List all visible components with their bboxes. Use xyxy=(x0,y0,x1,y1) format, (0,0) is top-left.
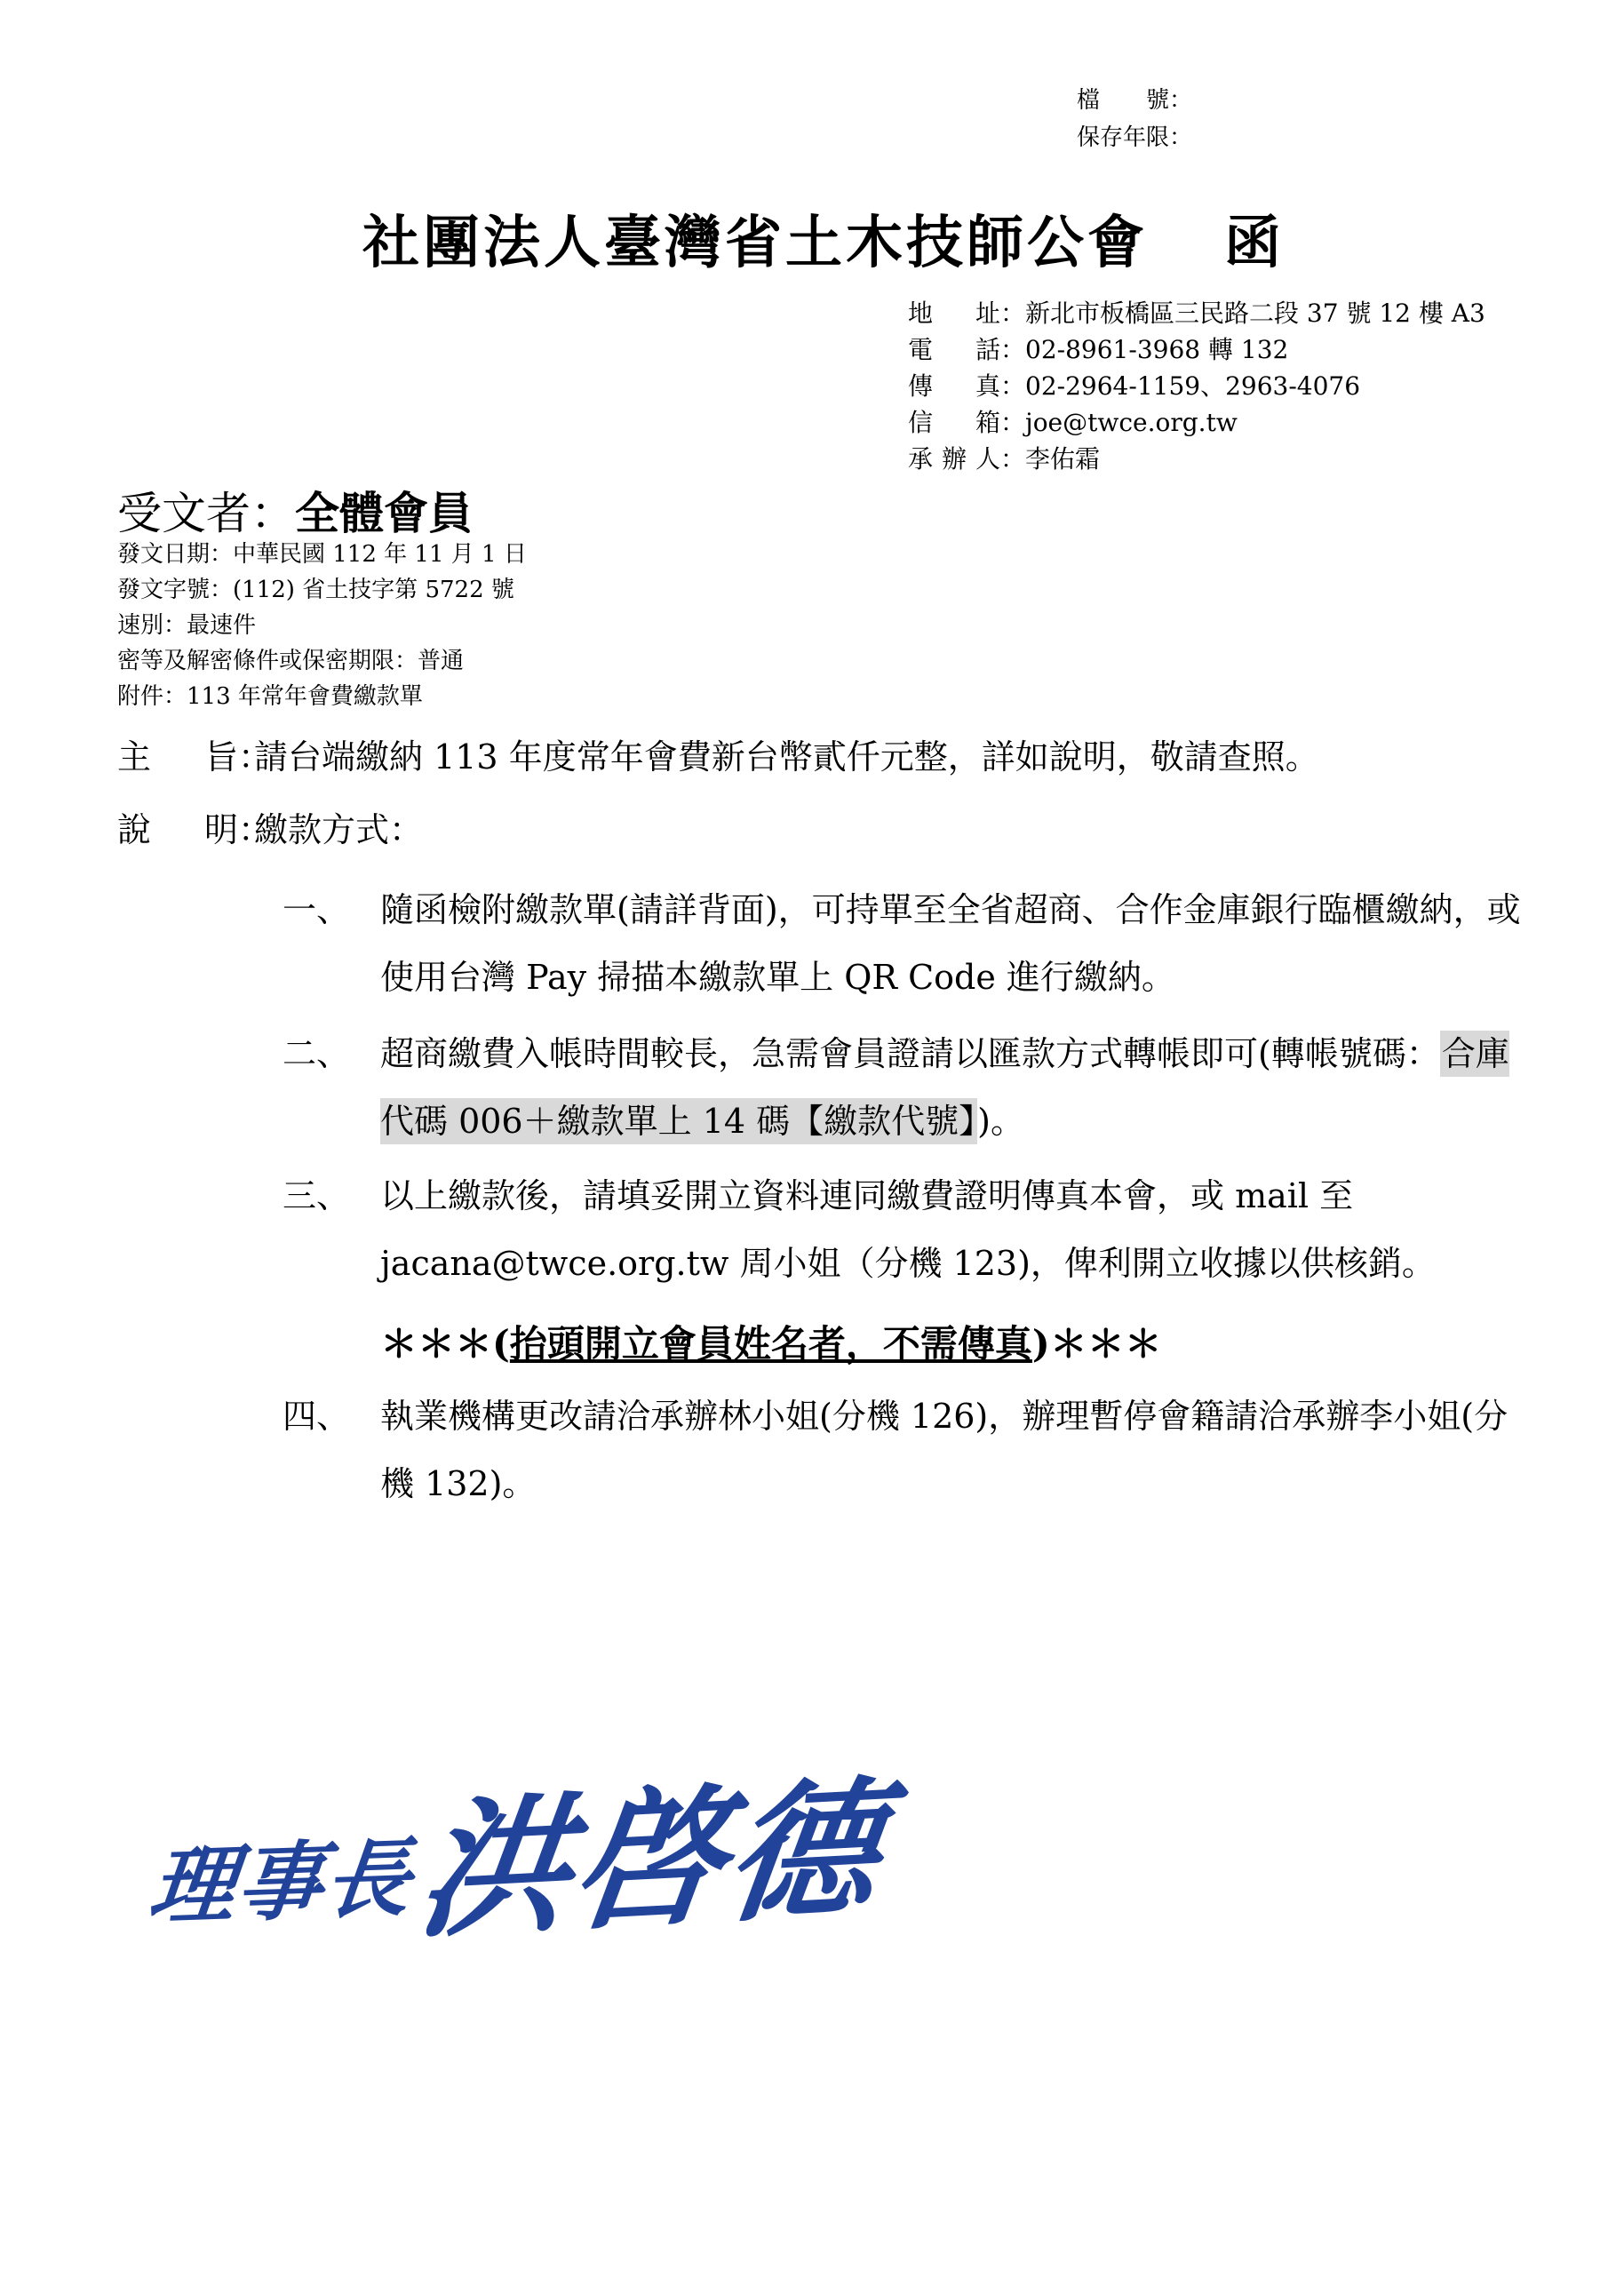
fax-notice-underlined: 抬頭開立會員姓名者，不需傳真 xyxy=(509,1322,1032,1366)
chairman-signature xyxy=(144,1741,893,1960)
recipient-value: 全體會員 xyxy=(295,487,473,539)
item-number: 三、 xyxy=(283,1176,351,1215)
fax-value: 02-2964-1159、2963-4076 xyxy=(1025,371,1361,401)
file-number: 檔 號： xyxy=(1077,87,1193,114)
item-number: 一、 xyxy=(283,890,351,929)
email-label: 信箱 xyxy=(908,408,1000,437)
fax-notice: ＊＊＊(抬頭開立會員姓名者，不需傳真)＊＊＊ xyxy=(380,1322,1162,1366)
list-item xyxy=(283,1382,1526,1517)
fax-label: 傳真 xyxy=(908,371,1000,401)
contact-fax: 傳真 ： 02-2964-1159、2963-4076 xyxy=(908,368,1485,404)
document-type: 函 xyxy=(1224,210,1285,276)
recipient xyxy=(117,478,473,542)
recipient-label: 受文者： xyxy=(117,488,295,539)
subject-section xyxy=(117,736,1319,778)
transfer-code-highlight: 合庫代碼 006＋繳款單上 14 碼【繳款代號】 xyxy=(380,1031,1509,1144)
contact-email: 信箱 ： joe@twce.org.tw xyxy=(908,404,1485,441)
phone-label: 電話 xyxy=(908,335,1000,364)
item-text: 隨函檢附繳款單(請詳背面)，可持單至全省超商、合作金庫銀行臨櫃繳納，或使用台灣 Pay 掃描本繳款單上 QR Code 進行繳納。 xyxy=(380,890,1521,997)
signature-title: 理事長 xyxy=(144,1827,418,1938)
item-number: 四、 xyxy=(283,1397,351,1436)
item-text: 以上繳款後，請填妥開立資料連同繳費證明傳真本會，或 mail 至 jacana@twce.org.tw 周小姐（分機 123)，俾利開立收據以供核銷。 xyxy=(380,1176,1436,1283)
contact-handler: 承辦人 ： 李佑霜 xyxy=(908,441,1485,477)
attachment: 附件：113 年常年會費繳款單 xyxy=(117,683,423,710)
subject-label: 主 旨： xyxy=(117,737,273,777)
document-title xyxy=(362,197,1285,279)
list-item xyxy=(283,1162,1526,1297)
explanation-text: 繳款方式： xyxy=(254,810,424,849)
item-text: 超商繳費入帳時間較長，急需會員證請以匯款方式轉帳即可(轉帳號碼：合庫代碼 006＋繳款單上 14 碼【繳款代號】)。 xyxy=(380,1020,1526,1155)
delivery-speed: 速別：最速件 xyxy=(117,612,257,639)
retention-period: 保存年限： xyxy=(1077,124,1193,151)
contact-phone: 電話 ： 02-8961-3968 轉 132 xyxy=(908,331,1485,368)
contact-address: 地址 ： 新北市板橋區三民路二段 37 號 12 樓 A3 xyxy=(908,295,1485,331)
organization-name: 社團法人臺灣省土木技師公會 xyxy=(362,210,1148,276)
address-value: 新北市板橋區三民路二段 37 號 12 樓 A3 xyxy=(1025,299,1485,328)
explanation-label: 說 明： xyxy=(117,810,273,849)
item-text: 執業機構更改請洽承辦林小姐(分機 126)，辦理暫停會籍請洽承辦李小姐(分機 132)。 xyxy=(380,1397,1509,1503)
file-info xyxy=(1077,82,1192,156)
issue-date: 發文日期：中華民國 112 年 11 月 1 日 xyxy=(117,541,527,568)
handler-value: 李佑霜 xyxy=(1025,444,1101,474)
item-number: 二、 xyxy=(283,1034,351,1073)
handler-label: 承辦人 xyxy=(908,444,1000,474)
document-meta xyxy=(117,537,527,714)
security-level: 密等及解密條件或保密期限：普通 xyxy=(117,648,465,674)
email-value: joe@twce.org.tw xyxy=(1025,408,1238,437)
phone-value: 02-8961-3968 轉 132 xyxy=(1025,335,1289,364)
list-item xyxy=(283,876,1526,1011)
explanation-section xyxy=(117,808,423,851)
signature-name: 洪啓德 xyxy=(409,1759,893,1960)
document-number: 發文字號：(112) 省土技字第 5722 號 xyxy=(117,577,514,603)
contact-info xyxy=(908,295,1485,477)
list-item xyxy=(283,1020,1526,1155)
subject-text: 請台端繳納 113 年度常年會費新台幣貳仟元整，詳如說明，敬請查照。 xyxy=(254,737,1319,777)
address-label: 地址 xyxy=(908,299,1000,328)
